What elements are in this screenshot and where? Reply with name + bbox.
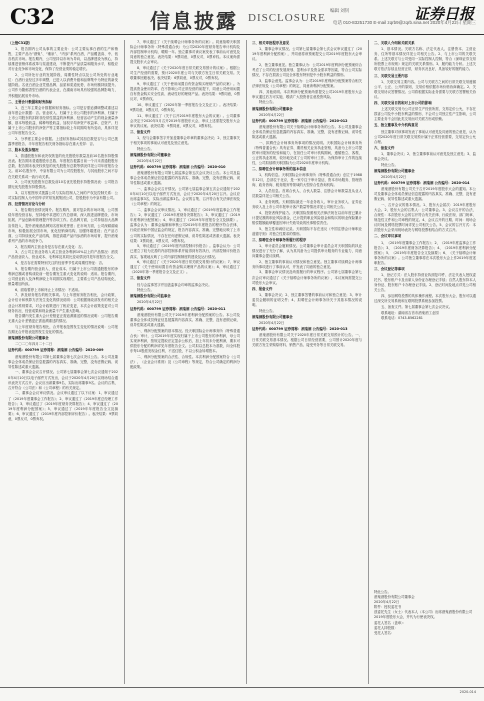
paragraph: 2、独立董事意见。独立董事认为：公司2019年度利润分配预案综合考虑了公司的经营发展规划、盈利水平及资金需求等因素，符合公司实际情况，不存在损害公司及全体股东特别是中小股东利益的情形。 <box>252 62 362 78</box>
paragraph: 特此公告。 <box>259 308 276 313</box>
paragraph: 7、涉及财务报告的相关事项。与上年度财务报告相比，会计政策、会计估计和核算方法发生变化的情况说明：公司根据财政部发布的相关企业会计准则要求，对会计政策进行了相应变更，本次会计政策变更对公司财务状况、经营成果和现金流量不产生重大影响。 <box>8 293 118 313</box>
column-2 <box>130 40 240 684</box>
paragraph: 1、基本情况。关联方名称、法定代表人、注册资本、主营业务、住所等基本情况详见公司相关公告。2、与上市公司的关联关系。上述关联方与公司受同一实际控制人控制，符合《深圳证券交易所股票上市规则》规定的关联关系情形。3、履约能力分析。上述关联方依法存续且经营正常，财务状况良好，具备较好的履约能力。 <box>374 47 476 72</box>
paragraph: 1、董事会决议；2、独立董事签署的事前认可和独立意见；3、审计委员会履职的证明文件；4、拟聘任会计师事务所关于其基本情况的说明。 <box>252 292 362 308</box>
section-heading: 三、备查文件 <box>130 276 151 281</box>
section-heading: 六、备查文件 <box>374 145 395 150</box>
paragraph: 酒鬼酒股份有限公司第七届监事会第五次会议决议公告。本公司及监事会全体成员保证信息披露的内容真实、准确、完整，没有虚假记载、误导性陈述或重大遗漏。 <box>130 171 240 186</box>
section-heading: 酒鬼酒股份有限公司董事会 <box>130 152 171 157</box>
section-heading: 三、股本及股东情况 <box>8 148 39 153</box>
section-heading: 酒鬼酒股份有限公司监事会 <box>130 294 171 299</box>
proxy-form-line: 受托人签名： <box>374 630 395 635</box>
paragraph: 独立董事对该事项发表了事前认可意见及同意的独立意见，认为公司2020年度日常关联交易预计属于正常经营需要，交易定价公允合理。 <box>374 129 476 144</box>
paragraph: 一、董事会会议召开情况。公司第七届董事会第七次会议通知于2020年4月10日以电子邮件方式发出，会议于2020年4月20日以现场结合通讯表决方式召开。会议应出席董事9名，实际出席董事9名。会议的召集、召开符合《公司法》和《公司章程》的有关规定。 <box>8 370 118 390</box>
paragraph: 一、拟聘任会计师事务所事项的情况说明。天职国际会计师事务所（特殊普通合伙）具有证券、期货相关业务执业资格，具备为上市公司提供审计服务的经验和能力，在担任公司审计机构期间，遵循独立、客观、公正的执业准则，较好地完成了公司的审计工作。为保持审计工作的连续性，公司拟续聘天职国际为公司2020年度审计机构。 <box>252 140 362 166</box>
section-heading: 证券代码：000799 证券简称：酒鬼酒 公告编号：2020-012 <box>252 118 348 123</box>
section-title-en: DISCLOSURE <box>248 12 326 24</box>
paragraph: 酒鬼酒股份有限公司关于续聘会计师事务所的公告。本公司及董事会全体成员保证信息披露的内容真实、准确、完整，没有虚假记载、误导性陈述或重大遗漏。 <box>252 124 362 139</box>
section-heading: 证券代码：000799 证券简称：酒鬼酒 公告编号：2020-013 <box>252 327 348 331</box>
paragraph: 9、审议通过了《关于使用闲置自有资金购买理财产品的议案》。为提高资金使用效率，在不影响公司正常经营的前提下，同意公司使用闲置自有资金购买安全性高、流动性好的理财产品。表决结果：9票同意，0票反对，0票弃权。 <box>130 81 240 102</box>
paragraph: 1、近三年主要会计数据和财务指标。公司是否需追溯调整或重述以前年度会计数据：否。营业收入、归属于上市公司股东的净利润、归属于上市公司股东的扣除非经常性损益的净利润、经营活动产生的现金流量净额、基本每股收益、稀释每股收益、加权平均净资产收益率、总资产、归属于上市公司股东的净资产等主要指标较上年同期均有所变动，具体详见公司年度报告全文。 <box>8 105 118 136</box>
paragraph: 2020年4月22日 <box>259 112 285 117</box>
section-heading: 酒鬼酒股份有限公司董事会 <box>252 314 293 319</box>
paragraph: 6、面临暂停上市和终止上市情况：不适用。 <box>15 287 82 292</box>
paragraph: 四、参加网络投票的具体操作流程。本次股东大会，股东可以通过深交所交易系统和互联网投票系统参加投票。 <box>374 294 476 304</box>
paragraph: 1、审计委员会履职情况。公司董事会审计委员会对天职国际的执业情况进行了充分了解，认为其具备为公司提供审计服务的专业能力，同意向董事会提议续聘。 <box>252 243 362 258</box>
paragraph: 酒鬼酒股份有限公司关于2020年度日常关联交易预计的公告。一、日常关联交易基本情况。根据公司日常经营需要，公司预计2020年度与关联方发生采购原材料、销售产品、接受劳务等日常关联交易。 <box>252 333 362 348</box>
paragraph: 二〇二〇年四月二十二日 <box>15 342 53 347</box>
newspaper-logo: 证券日报 <box>413 5 474 23</box>
section-heading: 证券代码：000799 证券简称：酒鬼酒 公告编号：2020-011 <box>130 306 226 311</box>
paragraph: 2、人员信息。首席合伙人、合伙人数量、注册会计师数量及从业人员数量详见公司相关公告。 <box>252 189 362 199</box>
paragraph: 1、登记方式：法人股东持营业执照复印件、法定代表人授权委托书、股东账户卡及出席人身份证办理登记手续；自然人股东持本人身份证、股东账户卡办理登记手续。2、登记时间及地点详见公司相关公告。 <box>374 273 476 293</box>
section-title: 信息披露 <box>150 9 238 33</box>
paragraph: 2、独立董事的事前认可情况和独立意见。独立董事对续聘会计师事务所事项进行了事前认可，并发表了同意的独立意见。 <box>252 259 362 269</box>
paragraph: 1、《2019年度董事会工作报告》；2、《2019年度监事会工作报告》；3、《2019年度财务决算报告》；4、《2019年度利润分配预案》；5、《2019年年度报告全文及摘要》；6、《关于续聘会计师事务所的议案》。公司独立董事将在本次股东大会上作2019年度述职报告。 <box>374 240 476 265</box>
paragraph: 1、关联交易主要内容。公司与关联方之间的日常关联交易遵循公平、公正、公开的原则，交易价格依据市场价格协商确定。2、关联交易协议签署情况。公司将根据实际业务需要与关联方签署相关协议。 <box>374 79 476 99</box>
paragraph: 2、公司所处行业的发展阶段、周期性特点以及公司所处的行业地位：白酒行业经过多年调整，已进入以消费升级和品牌集中为特征的新发展阶段。名优白酒企业凭借品牌、品质和渠道优势，市场份额持续提升。公司作为馥郁香型白酒的代表企业，在湖南市场具有较强的品牌影响力，并积极拓展省外市场。 <box>8 73 118 98</box>
proxy-form-line: 2020年4月22日 <box>374 600 400 605</box>
section-heading: 二、关联人介绍和关联关系 <box>374 41 415 45</box>
paragraph: 酒鬼酒股份有限公司关于2019年度利润分配预案的公告。本公司及董事会全体成员保证信息披露的内容真实、准确、完整，没有虚假记载、误导性陈述或重大遗漏。 <box>130 312 240 327</box>
masthead-meta: 电话 010-83251730 E-mail zqrb9@zqrb.sina.net 2020年4月22日 星期三 <box>332 20 476 25</box>
section-heading: 三、相关审批程序及意见 <box>252 41 290 45</box>
paragraph: 五、备查文件。第七届董事会第七次会议决议。 <box>381 304 453 309</box>
paragraph: 四、其他说明。本次利润分配预案尚需提交公司2019年度股东大会审议通过后方可实施，敬请广大投资者注意投资风险。 <box>252 89 362 99</box>
section-heading: 二、主要会计数据和财务指标 <box>8 99 53 104</box>
proxy-form-line: 兹委托先生（女士）代表本人（本公司）出席酒鬼酒股份有限公司2019年度股东大会，并代为行使表决权。 <box>374 610 473 620</box>
paragraph: 联系电话：0743-8562281 <box>381 316 423 321</box>
column-divider <box>124 40 125 684</box>
proxy-form-line: 特此公告。 <box>374 590 391 594</box>
footer-note: 2020-014 <box>459 690 476 694</box>
paragraph: 一、利润分配预案的基本情况。经天职国际会计师事务所（特殊普通合伙）审计，公司2019年度实现归属于上市公司股东的净利润，母公司实现净利润，按规定提取法定盈余公积后，加上年初未分配利润，期末可供股东分配的利润详见年度报告全文。公司拟以总股本为基数，向全体股东每10股派发现金红利，不送红股，不以公积金转增股本。 <box>130 328 240 353</box>
masthead <box>0 0 484 35</box>
section-heading: 五、独立董事及中介机构意见 <box>374 123 419 128</box>
paragraph: 3、业务规模。天职国际最近一年业务收入、审计业务收入、证券业务收入及上市公司年报审计客户数量等情况详见公司相关公告。 <box>252 199 362 209</box>
section-heading: 四、关联交易目的和对上市公司的影响 <box>374 101 432 106</box>
paragraph: 二、利润分配预案的合法性、合规性。本次利润分配预案符合《公司法》、《企业会计准则》及《公司章程》等规定，符合公司确定的利润分配政策。 <box>130 354 240 369</box>
section-heading: 二、拟聘任会计师事务所的基本信息 <box>252 167 307 172</box>
paragraph: 3、占公司主营业务收入或主营业务利润10%以上的产品情况：酒类产品营业收入、营业成本、毛利率及其同比变动情况详见年度报告全文。 <box>8 250 118 260</box>
paragraph: 4、是否存在需要特别关注的经营季节性或周期性特征：否。 <box>15 261 106 265</box>
article-columns <box>8 40 476 684</box>
paragraph: 2、分季度主要会计数据。上述财务指标或其加总数是否与公司已披露季度报告、半年度报告相关财务指标存在重大差异：否。 <box>8 136 118 146</box>
paragraph: 2020年4月22日 <box>381 174 407 179</box>
section-heading: 证券代码：000799 证券简称：酒鬼酒 公告编号：2020-010 <box>130 165 226 170</box>
paragraph: 1、报告期经营情况简介。报告期内，面对复杂的市场环境，公司围绕年度经营目标，坚持稳中求进的工作总基调，深入推进品牌建设、市场拓展、产品创新和管理提升等各项工作。在品牌方面，公司持续加大品牌宣传投入，提升酒鬼酒品牌知名度和美誉度；在市场方面，公司深耕湖南市场，积极拓展全国市场，优化经销商结构，加强终端建设；在产品方面，公司持续优化产品结构，推进高端产品内参酒的市场培育，提升酒鬼系列产品的市场竞争力。 <box>8 208 118 243</box>
paragraph: 10、审议通过了《2020年第一季度报告全文及正文》。表决结果：9票同意，0票反对，0票弃权。 <box>130 102 240 112</box>
section-heading: 四、报备文件 <box>252 286 273 291</box>
column-3 <box>252 40 362 684</box>
paragraph: 11、审议通过了《关于召开2019年度股东大会的议案》。公司董事会决定于2020年5月召开2019年度股东大会，审议上述需提交股东大会审议的议案。表决结果：9票同意，0票反对，0票弃权。 <box>130 113 240 128</box>
page-number: C32 <box>10 4 55 29</box>
proxy-form-box <box>374 590 476 644</box>
paragraph: 2020年4月22日 <box>259 320 285 325</box>
paragraph: 与上年度财务报告相比，合并报表范围发生变化的情况说明：公司报告期无合并报表范围发生变化的情况。 <box>8 325 118 335</box>
paragraph: 1、报告期内公司从事的主要业务：公司主要从事白酒的生产和销售，主要产品为“酒鬼”、“湘泉”、“内参”系列白酒，产品覆盖高、中、低各档次市场。报告期内，公司坚持以市场为导向，以品牌建设为核心，持续推进营销体系改革与渠道建设，不断提升产品质量和服务水平，积极应对行业竞争和市场变化，保持了经营业绩的稳定增长。 <box>8 47 118 72</box>
section-heading: 酒鬼酒股份有限公司董事会 <box>8 336 49 341</box>
paragraph: 1、普通股股东和表决权恢复的优先股股东数量及前10名股东持股情况表。报告期末普通股股东总数、年度报告披露日前一个月末普通股股东总数、报告期末表决权恢复的优先股股东总数等情况详见公司年度报告全文。前10名股东中，中皇有限公司为公司控股股东，与其他股东之间不存在关联关系或一致行动关系。 <box>8 154 118 179</box>
paragraph: 5、报告期内营业收入、营业成本、归属于上市公司普通股股东的净利润总额或者构成较前一报告期发生重大变化的说明：适用。报告期内，公司营业收入及净利润较上年同期实现增长，主要系公司产品结构优化、销量增加所致。 <box>8 266 118 286</box>
paragraph: 3、以方框图形式披露公司与实际控制人之间的产权及控制关系：公司实际控制人为中国华孚贸易发展集团公司，控股股东为中皇有限公司。 <box>8 191 118 201</box>
paragraph: 8、审议通过了《关于2020年度日常关联交易预计的议案》。根据公司生产经营的需要，预计2020年度公司与关联方发生日常关联交易。关联董事回避表决。表决结果：6票同意，0票反对，0票弃权。 <box>130 66 240 81</box>
column-4 <box>374 40 476 580</box>
column-divider <box>368 40 369 684</box>
paragraph: 2020年4月22日 <box>137 300 163 305</box>
section-heading: 酒鬼酒股份有限公司董事会 <box>374 168 415 173</box>
editor-line: 编辑 刘钊 <box>330 8 350 13</box>
column-1 <box>8 40 118 684</box>
paragraph: 一、监事会会议召开情况。公司第七届监事会第五次会议通知于2020年4月10日以电子邮件方式发出，会议于2020年4月20日召开。会议应出席监事3名，实际出席监事3名。会议的召集、召开符合有关法律法规及《公司章程》的规定。 <box>130 187 240 207</box>
paragraph: 特此公告。 <box>259 100 276 105</box>
paragraph: 2、公司优先股股东总数及前10名优先股股东持股情况表：公司报告期无优先股股东持股情况。 <box>8 180 118 190</box>
paragraph: 特此公告。 <box>381 162 398 167</box>
paragraph: 2020年4月22日 <box>137 159 163 164</box>
paragraph: 上述关联交易为公司正常生产经营所需，交易定价公允，不存在损害公司及中小股东利益的情形，不会对公司独立性产生影响，公司主要业务不会因此类交易而对关联方形成依赖。 <box>374 107 476 122</box>
proxy-form-line: 附件：授权委托书 <box>374 605 402 610</box>
section-heading: 证券代码：000799 证券简称：酒鬼酒 公告编号：2020-009 <box>8 348 104 353</box>
paragraph: 特此公告。 <box>137 288 154 293</box>
paragraph: 5、独立性和诚信记录。天职国际不存在违反《中国注册会计师职业道德守则》对独立性要求的情形。 <box>252 226 362 236</box>
paragraph: 二、监事会会议审议情况。1、审议通过了《2019年度监事会工作报告》；2、审议通过了《2019年度财务决算报告》；3、审议通过了《2019年度利润分配预案》；4、审议通过了《2019年年度报告全文及摘要》。监事会认为：董事会编制和审核公司2019年年度报告的程序符合法律、行政法规和中国证监会的规定，报告内容真实、准确、完整地反映了上市公司的实际情况，不存在任何虚假记载、误导性陈述或者重大遗漏。表决结果：3票同意，0票反对，0票弃权。 <box>130 208 240 243</box>
paragraph: 1、经与会董事签字并加盖董事会印章的董事会决议；2、独立董事关于相关事项的事前认可意见及独立意见。 <box>130 136 240 146</box>
paragraph: 1、机构信息。天职国际会计师事务所（特殊普通合伙）创立于1988年12月，总部位于北京，是一家专注于审计鉴证、资本市场服务、管理咨询、政务咨询、税务服务等领域的大型综合性咨询机构。 <box>252 173 362 188</box>
proxy-form-line: 委托人签名（盖章）： <box>374 620 407 625</box>
section-heading: 三、关联交易主要内容 <box>374 73 408 78</box>
paragraph: 二、董事会会议审议情况。会议审议通过了以下议案：1、审议通过了《2019年度董事会工作报告》；2、审议通过了《2019年度总经理工作报告》；3、审议通过了《2019年度财务决算报告》；4、审议通过了《2019年度利润分配预案》；5、审议通过了《2019年年度报告全文及摘要》；6、审议通过了《2019年度内部控制评价报告》。表决结果：9票同意，0票反对，0票弃权。 <box>8 391 118 421</box>
paragraph: 5、审议通过了《2019年度内部控制评价报告》。监事会认为：公司已建立了较为完善的内部控制体系并能得到有效执行，内部控制评价报告真实、客观地反映了公司内部控制制度的建设及运行情况。 <box>130 244 240 259</box>
paragraph: 3、董事会审议情况及尚需履行的审议程序。公司第七届董事会第七次会议审议通过了《关于续聘会计师事务所的议案》，本议案尚需提交公司股东大会审议。 <box>252 270 362 285</box>
paragraph: 3、监事会意见。监事会认为：公司2019年度利润分配预案符合相关法律法规及《公司章程》的规定，同意该利润分配预案。 <box>252 78 362 88</box>
paragraph: 一、召开会议的基本情况。1、股东大会届次：2019年度股东大会。2、股东大会的召集人：公司董事会。3、会议召开的合法、合规性：本次股东大会的召开符合有关法律、行政法规、部门规章、规范性文件和公司章程的规定。4、会议召开的日期、时间：现场会议时间及网络投票时间详见公司相关公告。5、会议的召开方式：本次股东大会采用现场表决与网络投票相结合的方式召开。 <box>374 202 476 233</box>
paragraph: 报告期内发生重大会计差错更正需追溯重述的情况说明：公司报告期无重大会计差错更正需追溯重述的情况。 <box>8 314 118 324</box>
paragraph: 1、董事会决议；2、独立董事事前认可意见及独立意见；3、监事会决议。 <box>374 151 476 161</box>
section-heading: 酒鬼酒股份有限公司董事会 <box>252 106 293 111</box>
section-heading: 四、经营情况讨论与分析 <box>8 202 46 207</box>
section-heading: 三、拟聘任会计师事务所履行的程序 <box>252 237 307 242</box>
section-heading: 二、会议审议事项 <box>374 234 402 239</box>
section-heading: 证券代码：000799 证券简称：酒鬼酒 公告编号：2020-014 <box>374 180 470 185</box>
section-heading: 三、会议登记等事项 <box>374 267 405 272</box>
section-heading: （上接C31版） <box>8 41 33 45</box>
paragraph: 经与会监事签字并加盖监事会印章的监事会决议。 <box>137 282 212 287</box>
paragraph: 7、审议通过了《关于续聘会计师事务所的议案》。同意续聘天职国际会计师事务所（特殊普通合伙）为公司2020年度财务报告审计机构及内部控制审计机构，聘期一年。独立董事对该议案发表了事前认可意见及同意的独立意见。表决结果：9票同意，0票反对，0票弃权。本议案尚需提交股东大会审议。 <box>130 40 240 65</box>
section-heading: 三、备查文件 <box>130 129 151 134</box>
paragraph: 联系地址：湖南省吉首市酒鬼酒工业园 <box>381 310 439 315</box>
paragraph: 酒鬼酒股份有限公司第七届董事会第七次会议决议公告。本公司及董事会全体成员保证信息披露的内容真实、准确、完整，没有虚假记载、误导性陈述或重大遗漏。 <box>8 354 118 369</box>
paragraph: 4、投资者保护能力。天职国际按照相关法律法规在以前年度已累计计提足额的职业风险基金，已计提的职业风险基金和购买的职业保险累计赔偿限额能够覆盖因审计失败导致的民事赔偿责任。 <box>252 210 362 225</box>
paragraph: 特此公告。 <box>137 146 154 151</box>
proxy-form-line: 酒鬼酒股份有限公司董事会 <box>374 595 415 600</box>
column-divider <box>246 40 247 684</box>
paragraph: 2、报告期内主营业务是否存在重大变化：否。 <box>15 244 85 249</box>
paragraph: 6、审议通过了《关于2020年度日常关联交易预计的议案》；7、审议通过了《关于使用闲置自有资金购买理财产品的议案》；8、审议通过了《2020年第一季度报告全文及正文》。 <box>130 260 240 275</box>
proxy-form-line: 委托人持股数： <box>374 625 398 630</box>
paragraph: 1、董事会审议情况。公司第七届董事会第七次会议审议通过了《2019年度利润分配预案》，并同意将该预案提交公司2019年度股东大会审议。 <box>252 47 362 62</box>
paragraph: 酒鬼酒股份有限公司关于召开2019年度股东大会的通知。本公司及董事会全体成员保证信息披露的内容真实、准确、完整，没有虚假记载、误导性陈述或重大遗漏。 <box>374 187 476 202</box>
